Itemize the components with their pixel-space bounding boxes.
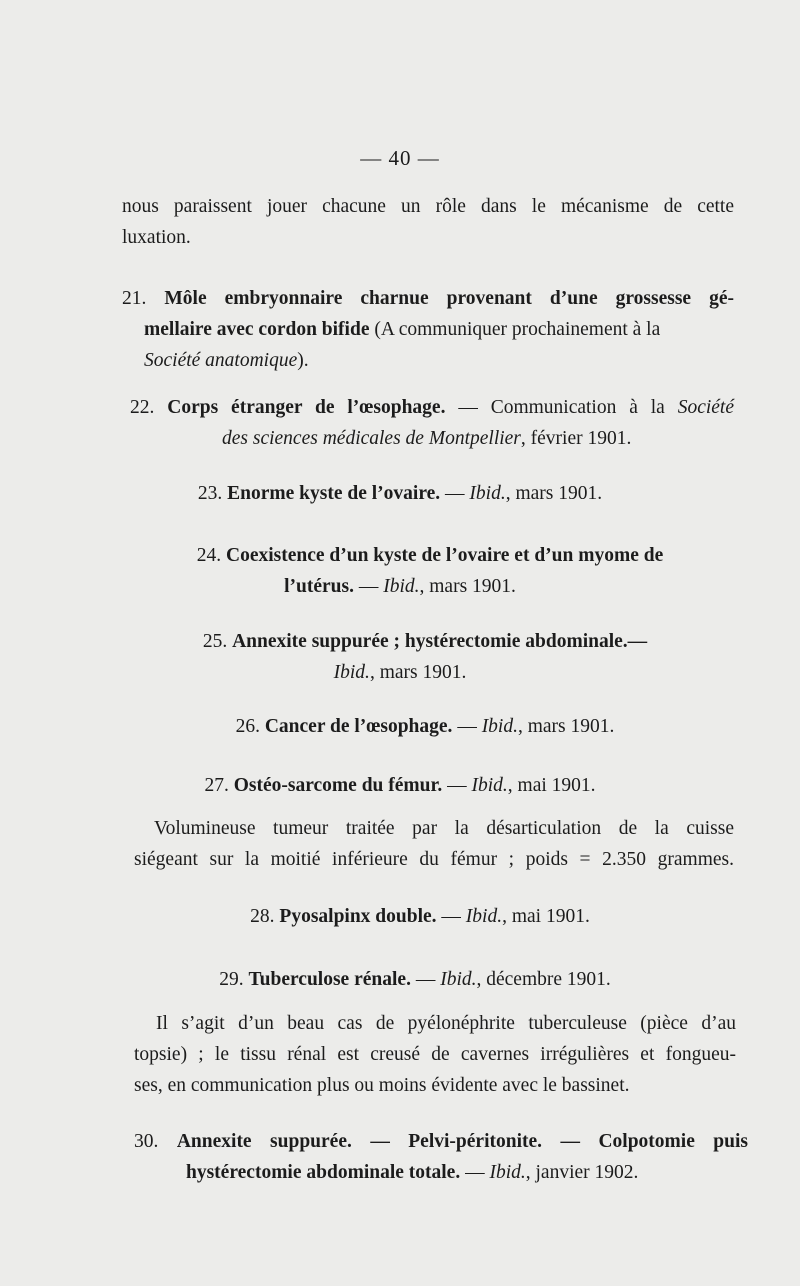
entry-29-description bbox=[134, 1008, 736, 1101]
entry-title: Enorme kyste de l’ovaire. bbox=[227, 483, 441, 504]
entry-29-desc-line-2: topsie) ; le tissu rénal est creusé de cavernes irrégulières et fongueu- bbox=[134, 1044, 736, 1065]
entry-30-line-2: hystérectomie abdominale totale. — Ibid., janvier 1902. bbox=[186, 1162, 639, 1183]
entry-24-line-1: 24. Coexistence d’un kyste de l’ovaire et d’un myome de bbox=[196, 545, 664, 566]
entry-30 bbox=[134, 1126, 748, 1188]
entry-27-line-1: 27. Ostéo-sarcome du fémur. — Ibid., mai 1901. bbox=[204, 775, 596, 796]
entry-28-line-1: 28. Pyosalpinx double. — Ibid., mai 1901. bbox=[250, 906, 590, 927]
entry-21-line-1 bbox=[122, 283, 734, 314]
entry-29-line-1: 29. Tuberculose rénale. — Ibid., décembre 1901. bbox=[219, 969, 611, 990]
entry-27-desc-line-2: siégeant sur la moitié inférieure du fémur ; poids = 2.350 grammes. bbox=[134, 849, 734, 870]
intro-paragraph bbox=[122, 191, 734, 253]
intro-line-1: nous paraissent jouer chacune un rôle dans le mécanisme de cette bbox=[122, 196, 734, 217]
page-number: — 40 — bbox=[360, 146, 440, 170]
entry-journal: Société anatomique bbox=[144, 350, 298, 371]
entry-22 bbox=[130, 392, 734, 454]
intro-line-2: luxation. bbox=[122, 227, 191, 248]
entry-30-line-1: 30. Annexite suppurée. — Pelvi-péritonite. — Colpotomie puis bbox=[134, 1131, 749, 1152]
entry-title: Ostéo-sarcome du fémur. bbox=[233, 775, 443, 796]
entry-29-desc-line-3: ses, en communication plus ou moins évidente avec le bassinet. bbox=[134, 1075, 630, 1096]
entry-note: (A communiquer prochainement à la bbox=[374, 319, 661, 340]
entry-23 bbox=[0, 478, 800, 509]
entry-title: Môle embryonnaire charnue provenant d’une grossesse gé- bbox=[164, 288, 735, 309]
entry-title: Tuberculose rénale. bbox=[248, 969, 411, 990]
entry-title: Coexistence d’un kyste de l’ovaire et d’un myome de bbox=[225, 545, 664, 566]
entry-25-line-1: 25. Annexite suppurée ; hystérectomie abdominale.— bbox=[202, 631, 648, 652]
entry-21-line-3: Société anatomique). bbox=[144, 350, 309, 371]
entry-22-line-1: 22. Corps étranger de l’œsophage. — Communication à la Société bbox=[130, 397, 735, 418]
entry-27-description bbox=[134, 813, 734, 875]
entry-23-line-1: 23. Enorme kyste de l’ovaire. — Ibid., mars 1901. bbox=[197, 483, 603, 504]
entry-number: 22. bbox=[130, 397, 155, 418]
entry-25-line-2: Ibid., mars 1901. bbox=[333, 662, 467, 683]
entry-21 bbox=[122, 283, 734, 376]
entry-29 bbox=[0, 964, 800, 995]
entry-number: 21. bbox=[122, 288, 147, 309]
entry-29-desc-line-1: Il s’agit d’un beau cas de pyélonéphrite tuberculeuse (pièce d’au bbox=[156, 1013, 736, 1034]
entry-title: Annexite suppurée. — Pelvi-péritonite. — Colpotomie puis bbox=[176, 1131, 749, 1152]
entry-26-line-1: 26. Cancer de l’œsophage. — Ibid., mars 1901. bbox=[235, 716, 615, 737]
entry-21-line-2 bbox=[122, 314, 734, 345]
entry-26 bbox=[0, 711, 800, 742]
entry-title: Annexite suppurée ; hystérectomie abdominale.— bbox=[232, 631, 648, 652]
entry-27-desc-line-1: Volumineuse tumeur traitée par la désarticulation de la cuisse bbox=[154, 818, 734, 839]
entry-title: Corps étranger de l’œsophage. bbox=[167, 397, 446, 418]
entry-24 bbox=[0, 540, 800, 602]
entry-24-line-2: l’utérus. — Ibid., mars 1901. bbox=[284, 576, 516, 597]
entry-title-cont: mellaire avec cordon bifide bbox=[144, 319, 370, 340]
entry-25 bbox=[0, 626, 800, 688]
entry-journal: des sciences médicales de Montpellier bbox=[222, 428, 521, 449]
entry-28 bbox=[0, 901, 800, 932]
entry-title: Pyosalpinx double. bbox=[279, 906, 437, 927]
entry-title: Cancer de l’œsophage. bbox=[264, 716, 453, 737]
entry-22-line-2: des sciences médicales de Montpellier, février 1901. bbox=[222, 428, 632, 449]
entry-27 bbox=[0, 770, 800, 801]
